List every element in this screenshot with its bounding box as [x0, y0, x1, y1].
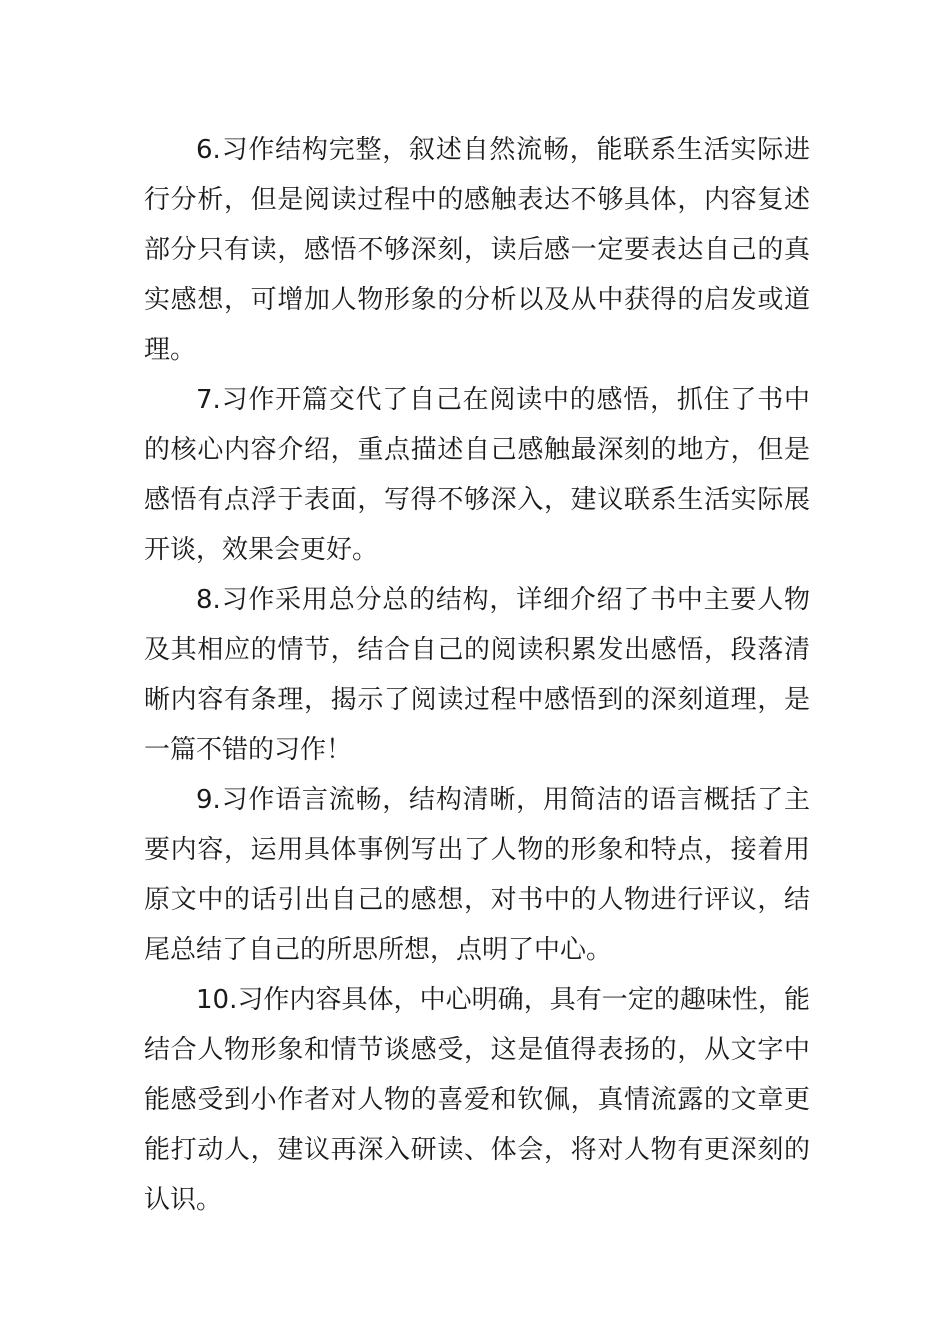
comment-paragraph-10: 10.习作内容具体，中心明确，具有一定的趣味性，能结合人物形象和情节谈感受，这是值得表扬的，从文字中能感受到小作者对人物的喜爱和钦佩，真情流露的文章更能打动人，建议再深入研读、体会，将对人物有更深刻的认识。: [144, 985, 810, 1215]
comment-paragraph-9: 9.习作语言流畅，结构清晰，用简洁的语言概括了主要内容，运用具体事例写出了人物的形象和特点，接着用原文中的话引出自己的感想，对书中的人物进行评议，结尾总结了自己的所思所想，点明了中心。: [144, 785, 810, 965]
comment-paragraph-8: 8.习作采用总分总的结构，详细介绍了书中主要人物及其相应的情节，结合自己的阅读积累发出感悟，段落清晰内容有条理，揭示了阅读过程中感悟到的深刻道理，是一篇不错的习作！: [144, 585, 810, 765]
comment-paragraph-7: 7.习作开篇交代了自己在阅读中的感悟，抓住了书中的核心内容介绍，重点描述自己感触最深刻的地方，但是感悟有点浮于表面，写得不够深入，建议联系生活实际展开谈，效果会更好。: [144, 385, 810, 565]
document-page: [144, 125, 810, 1225]
comment-paragraph-6: 6.习作结构完整，叙述自然流畅，能联系生活实际进行分析，但是阅读过程中的感触表达不够具体，内容复述部分只有读，感悟不够深刻，读后感一定要表达自己的真实感想，可增加人物形象的分析以及从中获得的启发或道理。: [144, 135, 810, 365]
